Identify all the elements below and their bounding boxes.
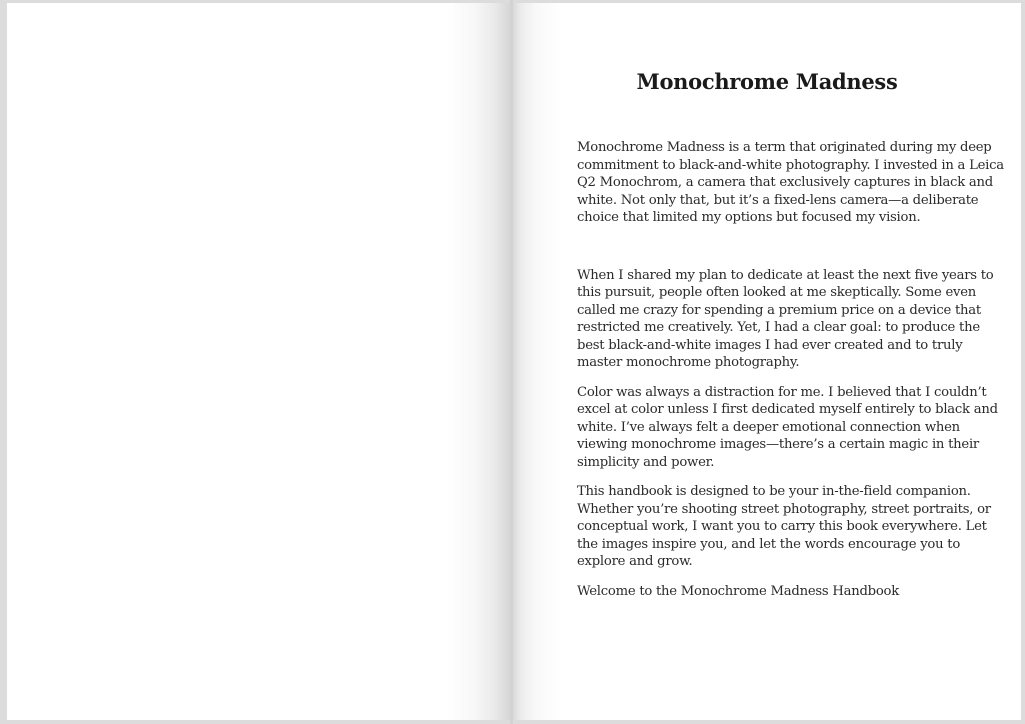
paragraph-1: Monochrome Madness is a term that originated during my deep commitment to black-and-white photography. I invested in a Leica Q2 Monochrom, a camera that exclusively captures in black and white. Not only that, but it’s a fixed-lens camera—a deliberate choice that limited my options but focused my vision. — [577, 140, 1004, 225]
paragraph-2: When I shared my plan to dedicate at least the next five years to this pursuit, people often looked at me skeptically. Some even called me crazy for spending a premium price on a device that restricted me creatively. Yet, I had a clear goal: to produce the best black-and-white images I had ever created and to truly master monochrome photography. — [577, 267, 994, 370]
page-title: Monochrome Madness — [636, 69, 898, 94]
paragraph-4: This handbook is designed to be your in-the-field companion. Whether you’re shooting street photography, street portraits, or conceptual work, I want you to carry this book everywhere. Let the images inspire you, and let the words encourage you to explore and grow. — [577, 484, 991, 569]
body-text — [577, 139, 1007, 600]
left-page — [7, 3, 510, 720]
paragraph-5: Welcome to the Monochrome Madness Handbook — [577, 583, 899, 599]
right-page — [513, 3, 1021, 720]
paragraph-3: Color was always a distraction for me. I believed that I couldn’t excel at color unless I first dedicated myself entirely to black and white. I’ve always felt a deeper emotional connection when viewing monochrome images—there’s a certain magic in their simplicity and power. — [577, 384, 998, 470]
